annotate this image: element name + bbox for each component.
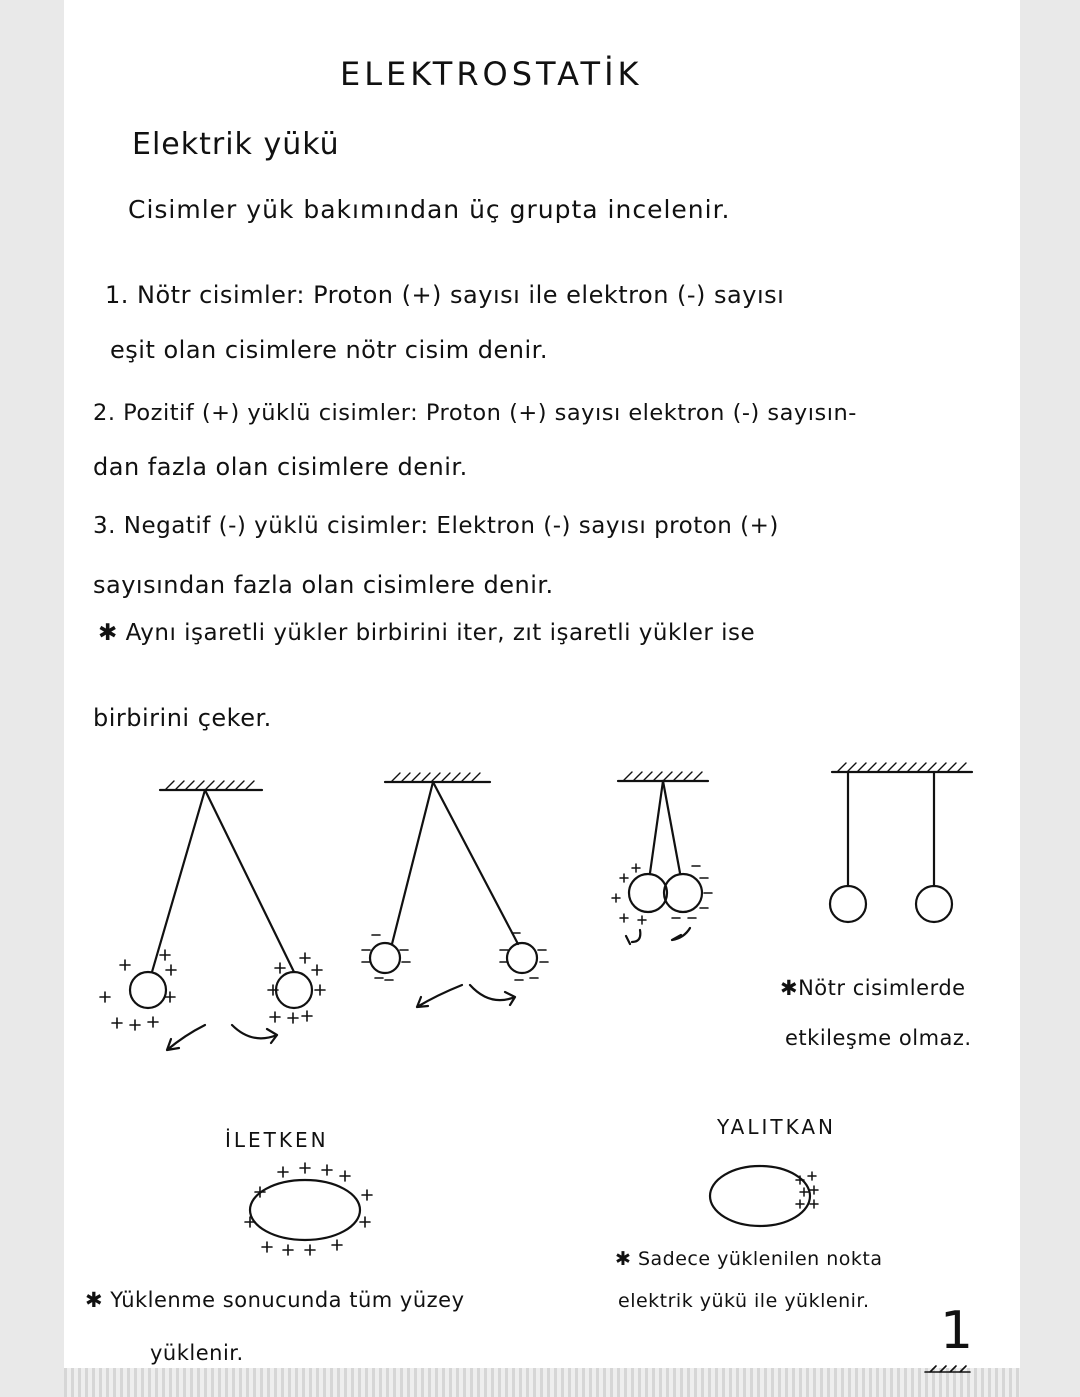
section-heading: Elektrik yükü [132, 127, 340, 162]
arrow-left-2 [417, 985, 462, 1007]
page-title: ELEKTROSTATİK [340, 55, 643, 93]
insulator-note-line-1: ✱ Sadece yüklenilen nokta [615, 1248, 883, 1270]
ceiling-hatch-1 [166, 781, 254, 789]
string-right-3 [663, 781, 680, 873]
neutral-note-line-1: ✱Nötr cisimlerde [780, 976, 966, 1000]
plus-signs-1 [100, 950, 325, 1030]
conductor-ellipse [250, 1180, 360, 1240]
ball-neutral-right [916, 886, 952, 922]
item-1-line-1: 1. Nötr cisimler: Proton (+) sayısı ile elektron (-) sayısı [105, 281, 785, 309]
ball-negative-left [370, 943, 400, 973]
insulator-plus-signs [796, 1172, 818, 1208]
page-number: 1 [940, 1301, 974, 1361]
arrow-attract-left [626, 930, 640, 944]
ball-positive-left [130, 972, 166, 1008]
rule-line-2: birbirini çeker. [93, 704, 272, 732]
arrow-right-1 [232, 1025, 277, 1043]
ball-neutral-left [830, 886, 866, 922]
intro-text: Cisimler yük bakımından üç grupta incelenir. [128, 195, 731, 224]
signs-3 [612, 864, 712, 924]
conductor-note-line-2: yüklenir. [150, 1341, 244, 1365]
conductor-plus-signs [245, 1163, 372, 1255]
string-right-2 [433, 782, 518, 944]
item-3-line-1: 3. Negatif (-) yüklü cisimler: Elektron (-) sayısı proton (+) [93, 513, 779, 539]
string-left-1 [152, 790, 205, 972]
rule-line-1: ✱ Aynı işaretli yükler birbirini iter, zıt işaretli yükler ise [98, 620, 756, 646]
page-number-underline [925, 1366, 970, 1372]
conductor-diagram [245, 1163, 372, 1255]
ceiling-hatch-2 [392, 773, 480, 781]
arrow-right-2 [470, 985, 515, 1005]
conductor-note-line-1: ✱ Yüklenme sonucunda tüm yüzey [85, 1288, 465, 1312]
pendulum-pair-neutral [830, 763, 972, 922]
item-3-line-2: sayısından fazla olan cisimlere denir. [93, 571, 554, 599]
conductor-label: İLETKEN [225, 1128, 329, 1152]
ball-positive-right [276, 972, 312, 1008]
insulator-ellipse [710, 1166, 810, 1226]
ball-negative-attract [664, 874, 702, 912]
ball-negative-right [507, 943, 537, 973]
arrow-attract-right [672, 928, 690, 940]
pendulum-pair-attract [612, 772, 712, 944]
item-2-line-2: dan fazla olan cisimlere denir. [93, 453, 468, 481]
insulator-label: YALITKAN [717, 1115, 837, 1139]
insulator-diagram [710, 1166, 818, 1226]
arrow-left-1 [167, 1025, 205, 1050]
string-left-3 [650, 781, 663, 873]
pendulum-pair-positive-repel [100, 781, 325, 1050]
string-left-2 [392, 782, 433, 944]
item-1-line-2: eşit olan cisimlere nötr cisim denir. [110, 336, 548, 364]
ceiling-hatch-4 [838, 763, 966, 771]
string-right-1 [205, 790, 294, 972]
pendulum-pair-negative-repel [362, 773, 548, 1007]
ball-positive-attract [629, 874, 667, 912]
neutral-note-line-2: etkileşme olmaz. [785, 1026, 972, 1050]
insulator-note-line-2: elektrik yükü ile yüklenir. [618, 1290, 870, 1312]
ceiling-hatch-3 [624, 772, 702, 780]
item-2-line-1: 2. Pozitif (+) yüklü cisimler: Proton (+) sayısı elektron (-) sayısın- [93, 400, 857, 426]
